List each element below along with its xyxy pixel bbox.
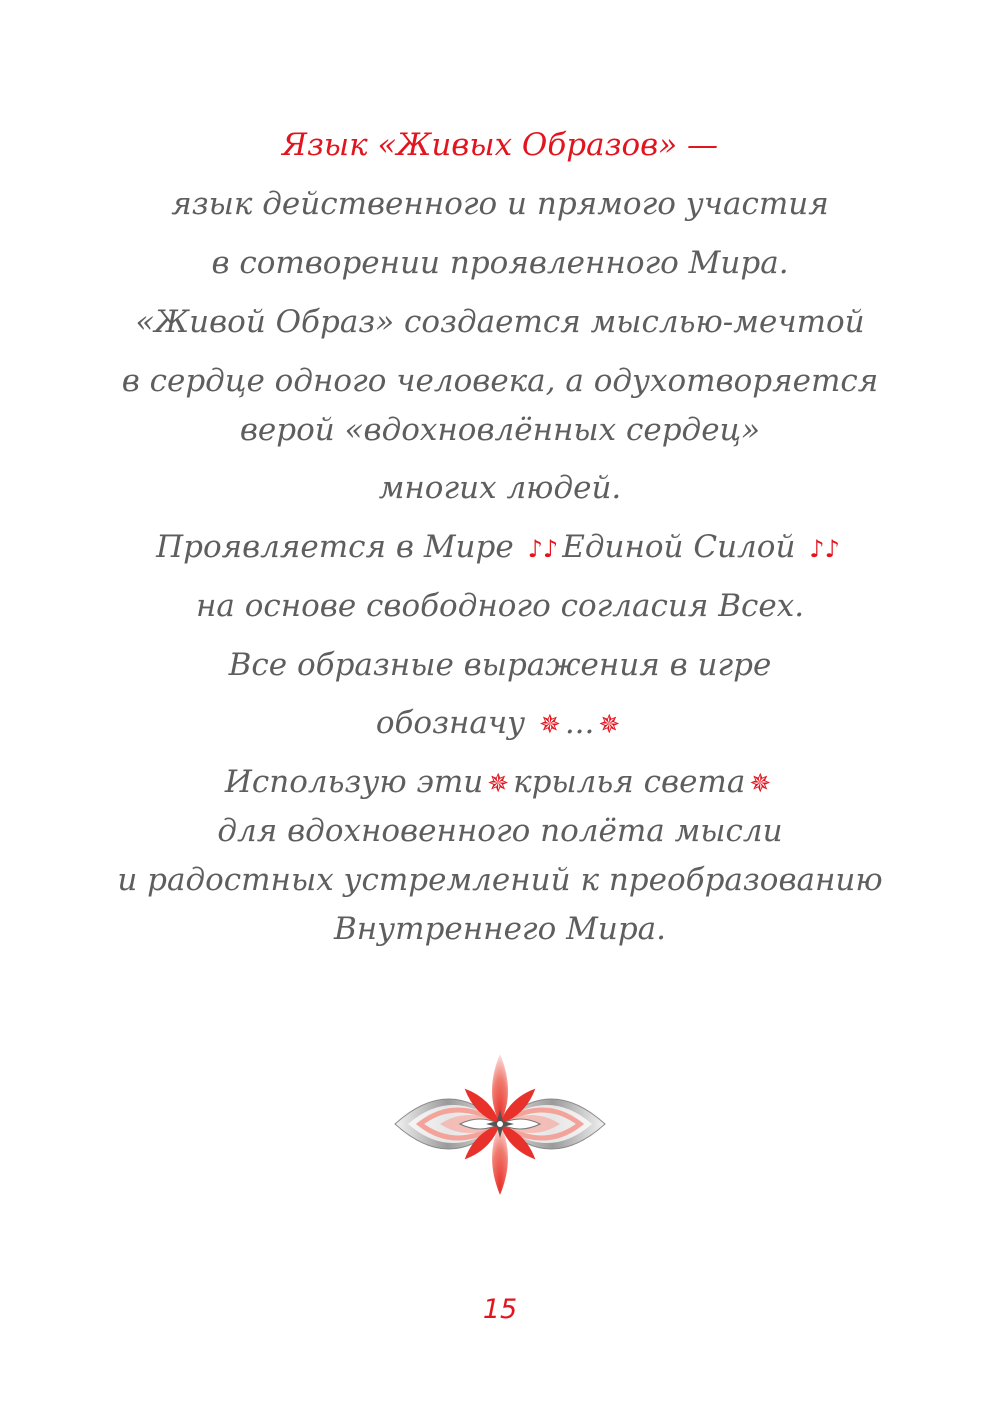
heading-line <box>60 125 940 165</box>
text-line-11-ellipsis: ... <box>564 705 595 741</box>
star-burst-icon: ✵ <box>598 710 621 740</box>
star-burst-icon: ✵ <box>487 769 510 799</box>
text-line-5 <box>60 361 940 401</box>
text-line-13-content: для вдохновенного полёта мысли <box>217 813 783 849</box>
text-line-14 <box>60 860 940 900</box>
text-line-5-content: в сердце одного человека, а одухотворяется <box>121 363 879 399</box>
text-line-12 <box>60 762 940 804</box>
text-line-6 <box>60 410 940 450</box>
music-notes-icon: ♪♪ <box>809 535 840 563</box>
text-line-2 <box>60 184 940 224</box>
text-line-8-part-a: Проявляется в Мире <box>156 529 514 565</box>
text-line-7 <box>60 468 940 508</box>
flower-ornament-icon <box>390 1052 610 1197</box>
text-line-7-content: многих людей. <box>378 470 622 506</box>
text-line-8-part-b: Единой Силой <box>562 529 796 565</box>
star-burst-icon: ✵ <box>539 710 561 740</box>
music-notes-icon: ♪♪ <box>527 535 559 563</box>
text-line-4 <box>60 302 940 342</box>
text-line-2-content: язык действенного и прямого участия <box>171 186 829 222</box>
text-line-10-content: Все образные выражения в игре <box>228 647 772 683</box>
text-line-4-content: «Живой Образ» создается мыслью-мечтой <box>135 304 865 340</box>
text-line-3 <box>60 243 940 283</box>
text-line-6-content: верой «вдохновлённых сердец» <box>239 412 761 448</box>
text-line-14-content: и радостных устремлений к преобразованию <box>117 862 883 898</box>
text-line-12-part-a: Использую эти <box>224 764 484 800</box>
text-line-13 <box>60 811 940 851</box>
text-line-9-content: на основе свободного согласия Всех. <box>195 588 805 624</box>
text-line-9 <box>60 586 940 626</box>
page-number: 15 <box>482 1294 518 1325</box>
text-line-15 <box>60 909 940 949</box>
text-line-3-content: в сотворении проявленного Мира. <box>211 245 789 281</box>
text-line-8 <box>60 527 940 569</box>
text-line-15-content: Внутреннего Мира. <box>333 911 667 947</box>
text-line-11-part-a: обозначу <box>375 705 526 741</box>
text-line-11 <box>60 703 940 745</box>
text-line-12-part-b: крылья света <box>513 764 746 800</box>
heading-text: Язык «Живых Образов» — <box>281 127 719 163</box>
star-burst-icon: ✵ <box>749 769 772 799</box>
text-line-10 <box>60 645 940 685</box>
